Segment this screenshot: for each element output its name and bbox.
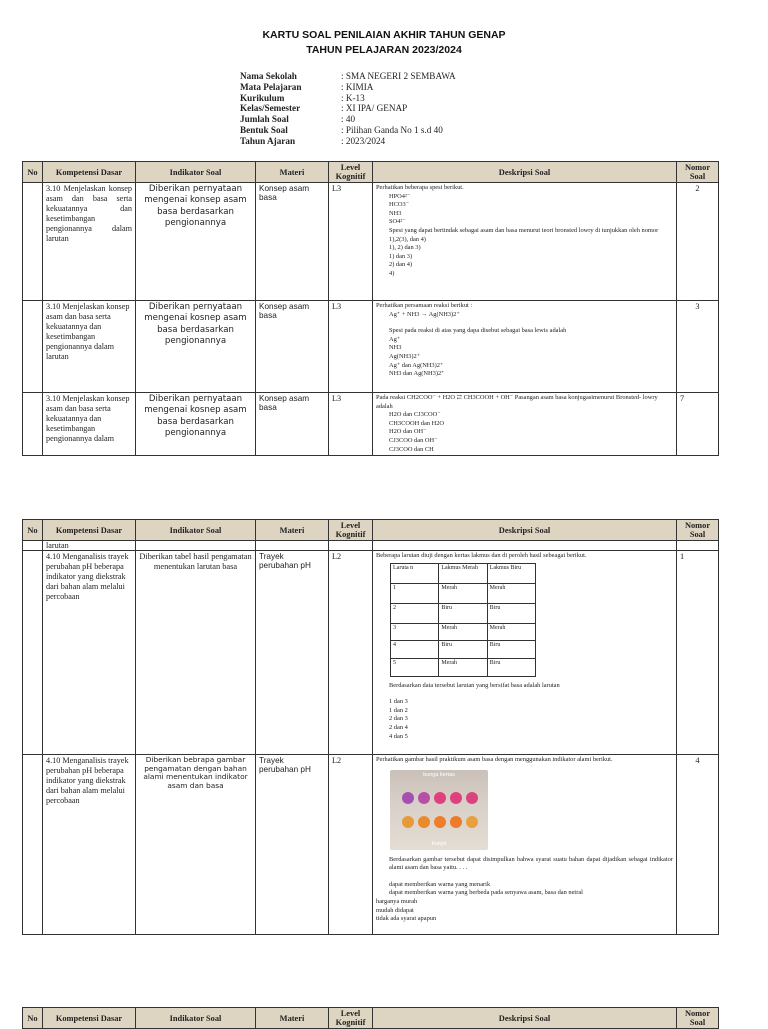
question-table-2 (22, 519, 719, 935)
cell-deskripsi (373, 541, 677, 551)
col-no: No (23, 520, 43, 541)
cell-level: L2 (329, 755, 373, 935)
desc-option: 4 dan 5 (389, 732, 408, 740)
desc-option: H2O dan OH⁻ (389, 428, 427, 436)
cell-nomor: 2 (677, 183, 719, 301)
desc-intro: Perhatikan beberapa spesi berikut. (376, 184, 464, 191)
col-no: No (23, 1008, 43, 1029)
cell-nomor: 3 (677, 301, 719, 393)
desc-intro: Beberapa larutan diuji dengan kertas lakmus dan di peroleh hasil sebeagai berikut. (376, 552, 587, 559)
cell-no (23, 755, 43, 935)
cell-kd: 3.10 Menjelaskan konsep asam dan basa serta kekuatannya dan kesetimbangan pengionannya dalam larutan (43, 183, 136, 301)
desc-option: CJ3COO dan OH⁻ (389, 436, 438, 444)
desc-question: Berdasarkan gambar tersebut dapat disimpulkan bahwa syarat suatu bahan dapat dijadikan sebagai indikator alami asam dan basa yaitu. . . . (389, 855, 673, 872)
indicator-spot (434, 792, 446, 804)
cell-indikator: Diberikan tabel hasil pengamatan menentukan larutan basa (136, 551, 256, 755)
table-row (23, 183, 719, 301)
lakmus-cell: 1 (391, 583, 439, 603)
meta-key: Jumlah Soal (240, 114, 289, 125)
indicator-spot (466, 792, 478, 804)
page-title: KARTU SOAL PENILAIAN AKHIR TAHUN GENAP (262, 29, 506, 41)
desc-option: harganya murah (376, 897, 418, 905)
cell-deskripsi (373, 183, 677, 301)
cell-materi: Trayek perubahan pH (256, 551, 329, 755)
question-table-1 (22, 161, 719, 456)
col-level: Level Kognitif (329, 1008, 373, 1029)
cell-materi: Konsep asam basa (256, 301, 329, 393)
desc-option: NH3 dan Ag(NH3)2⁺ (389, 370, 445, 378)
indicator-spot (450, 816, 462, 828)
identity-block (240, 71, 456, 147)
question-table-3 (22, 1007, 719, 1029)
cell-deskripsi (373, 393, 677, 456)
lakmus-cell: 4 (391, 640, 439, 658)
cell-indikator: Diberikan pernyataan mengenai konsep asam basa berdasarkan pengionannya (136, 183, 256, 301)
lakmus-row (391, 583, 536, 603)
desc-item: HPO4²⁻ (389, 192, 411, 200)
col-no: No (23, 162, 43, 183)
cell-materi (256, 541, 329, 551)
table-header-row (23, 520, 719, 541)
desc-option: 1 dan 3 (389, 698, 408, 706)
meta-key: Bentuk Soal (240, 124, 288, 135)
desc-option: dapat memberikan warna yang menarik (389, 880, 491, 888)
meta-key: Nama Sekolah (240, 71, 297, 81)
photo-label-bottom: kunyit (431, 841, 447, 847)
lakmus-cell: Merah (439, 623, 487, 640)
desc-option: Ag⁺ (389, 335, 401, 343)
meta-value: : SMA NEGERI 2 SEMBAWA (341, 71, 456, 81)
lakmus-cell: 5 (391, 658, 439, 676)
desc-question: Spesi pada reaksi di atas yang dapa disebut sebagai basa lewis adalah (389, 327, 567, 335)
cell-deskripsi (373, 755, 677, 935)
cell-kd: 4.10 Menganalisis trayek perubahan pH beberapa indikator yang diekstrak dari bahan alam melalui percobaan (43, 551, 136, 755)
lakmus-cell: Merah (487, 583, 535, 603)
meta-value: : K-13 (341, 92, 365, 103)
lakmus-head: Lakmus Merah (439, 563, 487, 583)
desc-intro: Pada reaksi CH2COO⁻ + H2O ⇄ CH3COOH + OH⁻ Pasangan asam basa konjugasimenurut Bronsted- lowry adalah (376, 394, 658, 410)
desc-option: 1 dan 2 (389, 706, 408, 714)
desc-option: 1),2(3), dan 4) (389, 235, 426, 243)
meta-value: : 40 (341, 114, 356, 125)
col-level: Level Kognitif (329, 162, 373, 183)
cell-nomor: 7 (677, 393, 719, 456)
page-subtitle: TAHUN PELAJARAN 2023/2024 (306, 44, 462, 56)
lakmus-row (391, 623, 536, 640)
col-kd: Kompetensi Dasar (43, 162, 136, 183)
cell-kd: 4.10 Menganalisis trayek perubahan pH beberapa indikator yang diekstrak dari bahan alam melalui percobaan (43, 755, 136, 935)
desc-option: mudah didapat (376, 906, 414, 914)
col-kd: Kompetensi Dasar (43, 520, 136, 541)
col-deskripsi: Deskripsi Soal (373, 520, 677, 541)
desc-item: HCO3⁻ (389, 201, 410, 209)
cell-materi: Konsep asam basa (256, 183, 329, 301)
meta-key: Kurikulum (240, 92, 285, 103)
cell-indikator: Diberikan bebrapa gambar pengamatan dengan bahan alami menentukan indikator asam dan basa (136, 755, 256, 935)
indicator-spot (402, 792, 414, 804)
desc-item: SO4²⁻ (389, 218, 406, 226)
desc-option: CJ3COO dan CH (389, 445, 434, 453)
lakmus-cell: Biru (487, 658, 535, 676)
indicator-spot (418, 792, 430, 804)
lakmus-head: Laruta n (391, 563, 439, 583)
cell-level (329, 541, 373, 551)
indicator-spot (418, 816, 430, 828)
lakmus-cell: 3 (391, 623, 439, 640)
desc-intro: Perhatikan gambar hasil praktikum asam basa dengan menggunakan indikator alami berikut. (376, 756, 613, 763)
meta-value: : KIMIA (341, 81, 374, 92)
cell-nomor: 4 (677, 755, 719, 935)
col-nomor: Nomor Soal (677, 162, 719, 183)
lakmus-cell: 2 (391, 603, 439, 623)
cell-level: L3 (329, 301, 373, 393)
photo-label-top: bunga kertas (423, 771, 455, 778)
desc-option: CH3COOH dan H2O (389, 419, 445, 427)
meta-value: : 2023/2024 (341, 135, 386, 146)
col-materi: Materi (256, 520, 329, 541)
col-materi: Materi (256, 162, 329, 183)
meta-key: Mata Pelajaran (240, 81, 302, 92)
cell-kd: larutan (43, 541, 136, 551)
lakmus-cell: Merah (439, 583, 487, 603)
lakmus-cell: Biru (439, 603, 487, 623)
cell-kd: 3.10 Menjelaskan konsep asam dan basa serta kekuatannya dan kesetimbangan pengionannya dalam (43, 393, 136, 456)
cell-indikator: Diberikan pernyataan mengenai kosnep asam basa berdasarkan pengionannya (136, 301, 256, 393)
col-level: Level Kognitif (329, 520, 373, 541)
desc-reaction: Ag⁺ + NH3 → Ag(NH3)2⁺ (389, 310, 460, 318)
lakmus-cell: Biru (439, 640, 487, 658)
col-indikator: Indikator Soal (136, 520, 256, 541)
desc-option: 4) (389, 269, 395, 277)
desc-option: dapat memberikan warna yang berbeda pada senyawa asam, basa dan netral (389, 889, 583, 897)
lakmus-cell: Merah (487, 623, 535, 640)
indicator-spot (434, 816, 446, 828)
desc-question: Spesi yang dapat bertindak sebagai asam dan basa menurut teori bronsted lowry di tunjukkan oleh nomor (389, 226, 659, 234)
cell-nomor: 1 (677, 551, 719, 755)
desc-option: 2 dan 3 (389, 715, 408, 723)
desc-item: NH3 (389, 209, 402, 217)
meta-value: : XI IPA/ GENAP (341, 103, 408, 114)
col-kd: Kompetensi Dasar (43, 1008, 136, 1029)
desc-option: NH3 (389, 344, 402, 352)
lakmus-table (390, 563, 536, 677)
cell-nomor (677, 541, 719, 551)
desc-intro: Perhatikan persamaan reaksi berikut : (376, 302, 473, 309)
lakmus-cell: Biru (487, 603, 535, 623)
cell-deskripsi (373, 301, 677, 393)
cell-kd: 3.10 Menjelaskan konsep asam dan basa serta kekuatannya dan kesetimbangan pengionannya dalam larutan (43, 301, 136, 393)
table-header-row (23, 1008, 719, 1029)
lakmus-cell: Biru (487, 640, 535, 658)
table-row (23, 301, 719, 393)
col-nomor: Nomor Soal (677, 1008, 719, 1029)
cell-level: L3 (329, 183, 373, 301)
meta-value: : Pilihan Ganda No 1 s.d 40 (341, 124, 443, 135)
table-row (23, 551, 719, 755)
cell-materi: Trayek perubahan pH (256, 755, 329, 935)
indicator-spot (450, 792, 462, 804)
table-row (23, 393, 719, 456)
desc-option: tidak ada syarat apapun (376, 915, 437, 923)
indicator-photo (390, 770, 488, 850)
col-materi: Materi (256, 1008, 329, 1029)
meta-key: Kelas/Semester (240, 103, 301, 114)
meta-key: Tahun Ajaran (240, 135, 296, 146)
indicator-spot (466, 816, 478, 828)
desc-option: Ag(NH3)2⁺ (389, 352, 421, 360)
col-deskripsi: Deskripsi Soal (373, 1008, 677, 1029)
table-row-continuation (23, 541, 719, 551)
lakmus-row (391, 603, 536, 623)
table-row (23, 755, 719, 935)
cell-level: L2 (329, 551, 373, 755)
lakmus-header-row (391, 563, 536, 583)
col-deskripsi: Deskripsi Soal (373, 162, 677, 183)
desc-option: H2O dan CJ3COO⁻ (389, 411, 441, 419)
desc-option: 1) dan 3) (389, 252, 413, 260)
col-indikator: Indikator Soal (136, 1008, 256, 1029)
cell-no (23, 541, 43, 551)
col-nomor: Nomor Soal (677, 520, 719, 541)
desc-option: Ag⁺ dan Ag(NH3)2⁺ (389, 361, 444, 369)
cell-no (23, 183, 43, 301)
desc-option: 2 dan 4 (389, 723, 408, 731)
indicator-spot (402, 816, 414, 828)
desc-question: Berdasarkan data tersebut larutan yang bersifat basa adalah larutan (389, 681, 560, 689)
lakmus-head: Lakmus Biru (487, 563, 535, 583)
lakmus-row (391, 658, 536, 676)
table-header-row (23, 162, 719, 183)
lakmus-row (391, 640, 536, 658)
cell-deskripsi (373, 551, 677, 755)
cell-level: L3 (329, 393, 373, 456)
desc-option: 2) dan 4) (389, 261, 413, 269)
cell-no (23, 301, 43, 393)
cell-indikator (136, 541, 256, 551)
col-indikator: Indikator Soal (136, 162, 256, 183)
desc-option: 1), 2) dan 3) (389, 244, 421, 252)
cell-no (23, 393, 43, 456)
cell-no (23, 551, 43, 755)
lakmus-cell: Merah (439, 658, 487, 676)
cell-materi: Konsep asam basa (256, 393, 329, 456)
cell-indikator: Diberikan pernyataan mengenai kosnep asam basa berdasarkan pengionannya (136, 393, 256, 456)
